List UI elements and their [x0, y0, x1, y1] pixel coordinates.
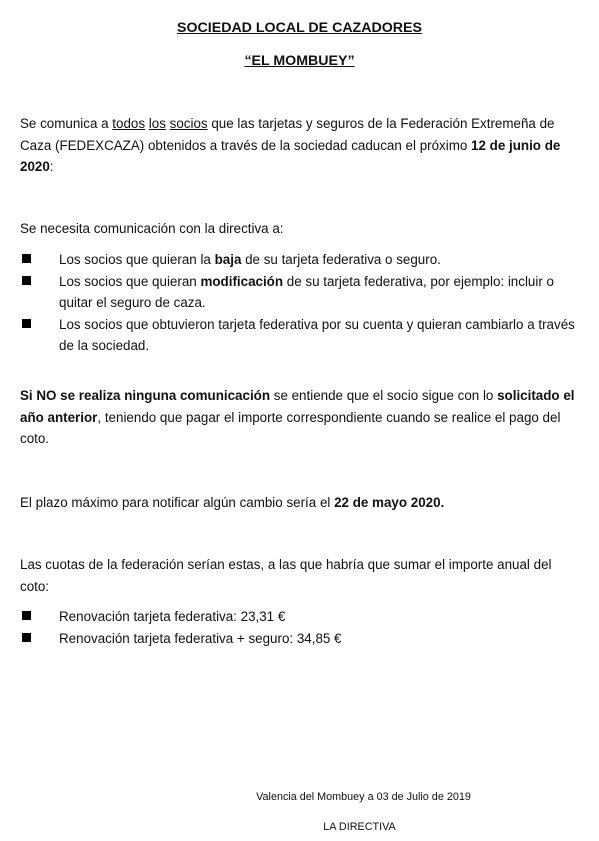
list-item-text: de su tarjeta federativa, por ejemplo: incluir o quitar el seguro de caza. [59, 273, 554, 310]
list-item-bold: modificación [200, 273, 284, 289]
need-intro-paragraph: Se necesita comunicación con la directiva a: [20, 221, 284, 236]
list-item-text: Los socios que quieran la [59, 252, 215, 267]
deadline-paragraph [20, 492, 580, 514]
bold-phrase: solicitado el año anterior [20, 388, 575, 425]
fee-item-renewal-insurance [20, 628, 580, 650]
intro-text-start: Se comunica a [20, 116, 113, 131]
fees-list [20, 606, 580, 649]
square-bullet-icon [22, 319, 31, 328]
list-item-text: Los socios que obtuvieron tarjeta federativa por su cuenta y quieran cambiarlo a través de la sociedad. [59, 316, 575, 353]
list-item-text: Los socios que quieran [59, 273, 201, 289]
no-communication-paragraph [20, 385, 580, 450]
list-item-modificacion [20, 271, 580, 314]
list-item-text: de su tarjeta federativa o seguro. [241, 252, 441, 267]
fee-item-renewal [20, 606, 580, 628]
society-name: “EL MOMBUEY” [244, 53, 355, 69]
square-bullet-icon [22, 611, 31, 620]
intro-text-middle: que las tarjetas y seguros de la Federación Extremeña de Caza (FEDEXCAZA) obtenidos a través de la sociedad caducan el próximo [20, 116, 555, 153]
expiry-date: 12 de junio de 2020 [20, 137, 561, 174]
paragraph-text: se entiende que el socio sigue con lo [270, 388, 498, 403]
list-item-cambio [20, 314, 580, 357]
square-bullet-icon [22, 276, 31, 285]
intro-underlined-los: los [148, 116, 166, 131]
square-bullet-icon [22, 633, 31, 642]
signature: LA DIRECTIVA [323, 821, 396, 833]
intro-text-end: : [49, 159, 54, 174]
fee-item-text: Renovación tarjeta federativa: 23,31 € [59, 609, 286, 624]
square-bullet-icon [22, 254, 31, 263]
fee-item-text: Renovación tarjeta federativa + seguro: 34,85 € [59, 630, 342, 646]
document-title: SOCIEDAD LOCAL DE CAZADORES [177, 20, 422, 36]
deadline-date: 22 de mayo 2020. [334, 495, 445, 510]
deadline-text: El plazo máximo para notificar algún cambio sería el [20, 495, 335, 510]
list-item-bold: baja [214, 252, 242, 267]
communication-list [20, 249, 580, 357]
list-item-baja [20, 249, 580, 271]
place-and-date: Valencia del Mombuey a 03 de Julio de 2019 [256, 791, 471, 803]
intro-paragraph [20, 113, 580, 178]
intro-underlined-todos: todos [112, 116, 146, 131]
paragraph-text: , teniendo que pagar el importe correspondiente cuando se realice el pago del coto. [20, 409, 561, 446]
intro-underlined-socios: socios [169, 116, 208, 131]
fees-paragraph: Las cuotas de la federación serían estas, a las que habría que sumar el importe anual del coto: [20, 557, 552, 594]
bold-phrase: Si NO se realiza ninguna comunicación [20, 388, 271, 403]
